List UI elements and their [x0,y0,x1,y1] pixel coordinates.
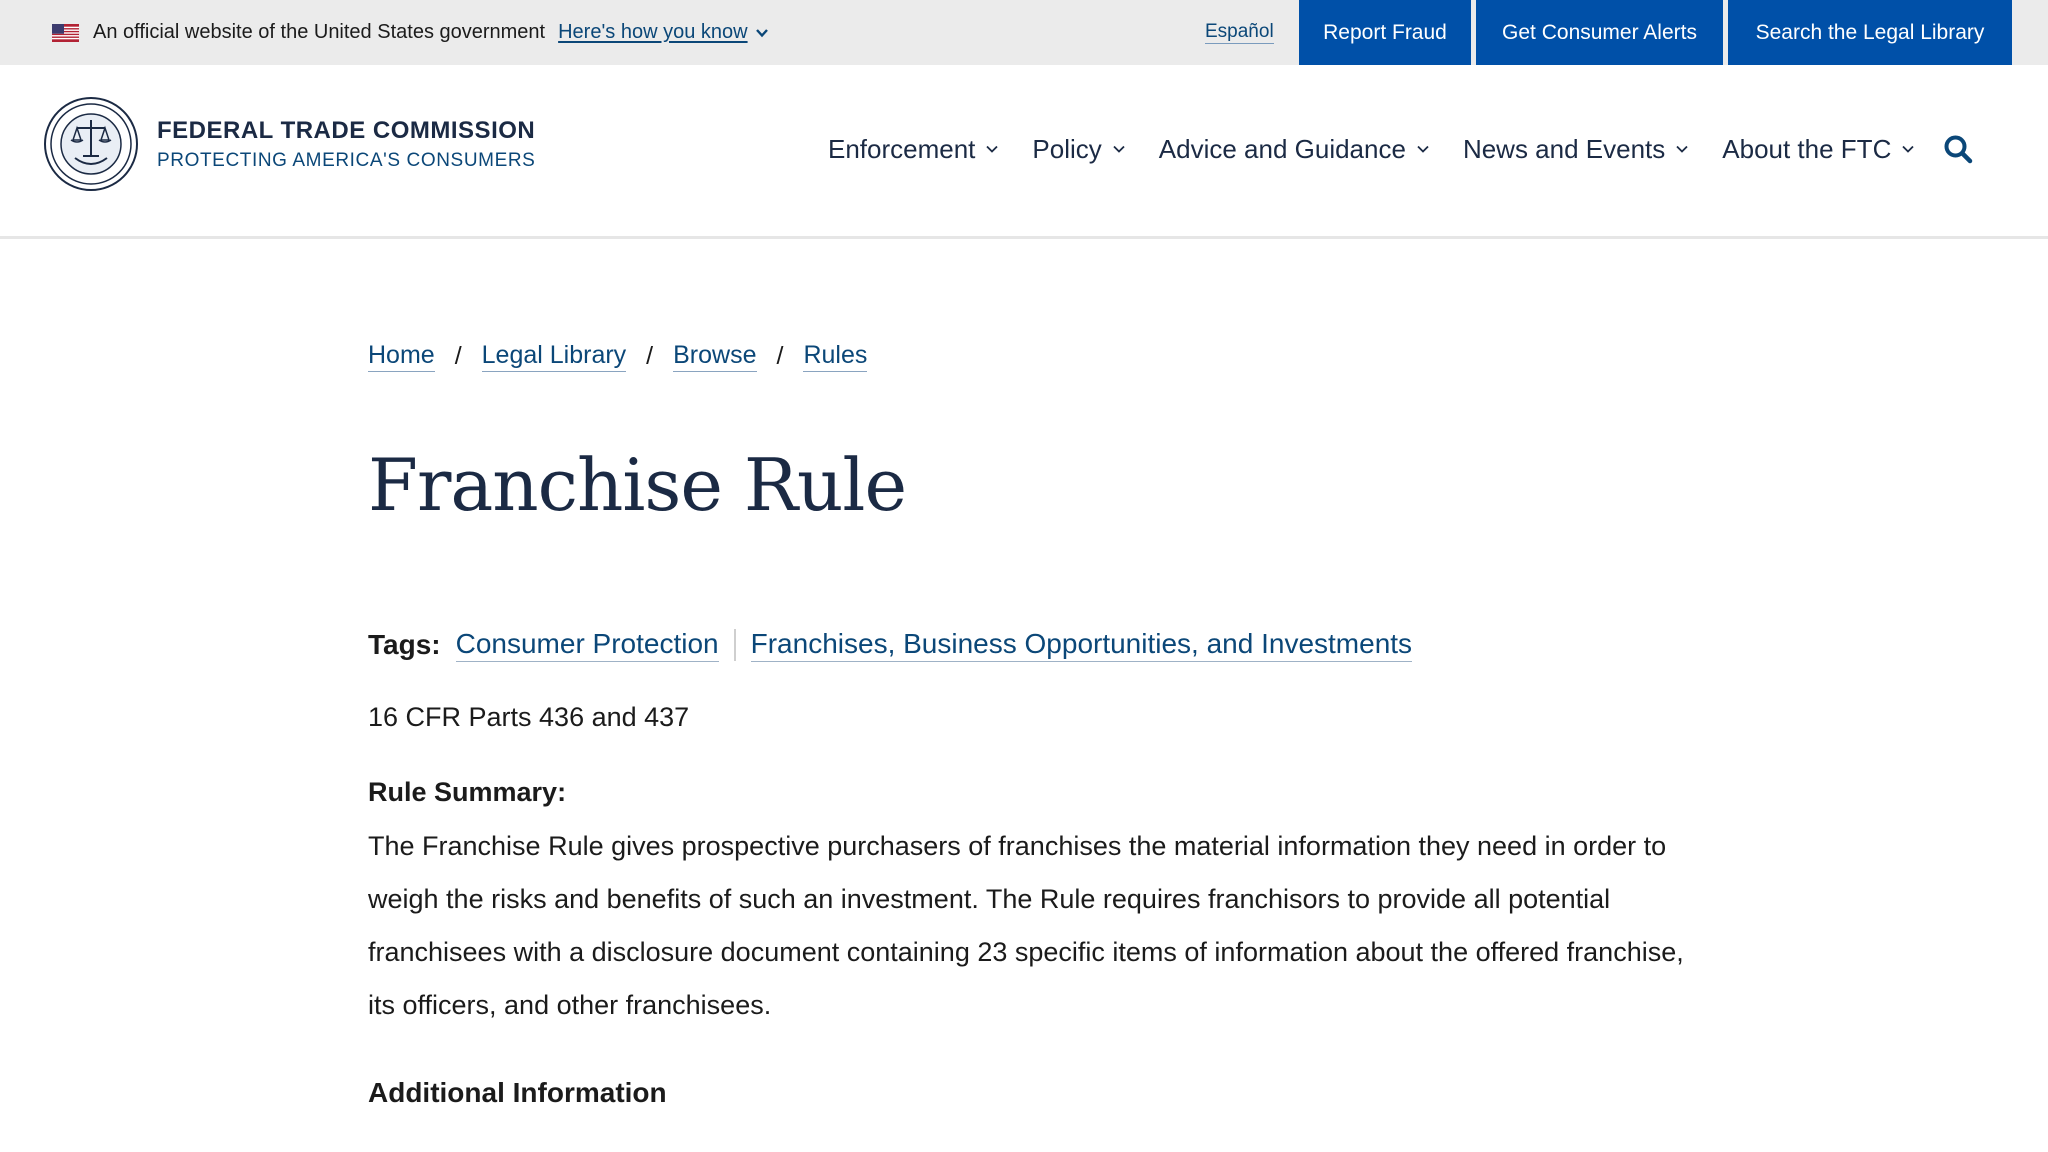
tags-label: Tags: [368,629,441,660]
nav-label[interactable]: Enforcement [828,133,976,164]
gov-banner-left [52,0,770,65]
breadcrumb-rules[interactable]: Rules [803,341,867,372]
heres-how-you-know-link[interactable]: Here's how you know [558,21,748,43]
breadcrumb-home[interactable]: Home [368,341,435,372]
tag-consumer-protection[interactable]: Consumer Protection [456,628,719,662]
additional-information-heading: Additional Information [368,1077,667,1108]
ftc-seal-icon[interactable] [43,96,139,192]
report-fraud-button[interactable]: Report Fraud [1299,0,1471,65]
org-name[interactable]: FEDERAL TRADE COMMISSION [157,117,536,144]
nav-label[interactable]: News and Events [1462,133,1666,164]
rule-summary-label: Rule Summary: [368,777,567,807]
org-tagline: PROTECTING AMERICA'S CONSUMERS [157,150,536,171]
tags-row [368,628,1412,662]
chevron-down-icon[interactable] [1675,142,1689,156]
nav-label[interactable]: About the FTC [1722,133,1892,164]
nav-advice-and-guidance[interactable] [1159,134,1430,165]
chevron-down-icon[interactable] [1416,142,1430,156]
breadcrumb-separator: / [776,342,784,370]
chevron-down-icon[interactable] [1112,142,1126,156]
cfr-citation: 16 CFR Parts 436 and 437 [368,702,690,732]
get-consumer-alerts-button[interactable]: Get Consumer Alerts [1476,0,1723,65]
site-header [0,65,2048,239]
chevron-down-icon[interactable] [1901,142,1915,156]
espanol-link[interactable] [1205,0,1274,65]
breadcrumb-browse[interactable]: Browse [673,341,756,372]
chevron-down-icon[interactable] [754,25,770,41]
nav-news-and-events[interactable] [1463,134,1689,165]
us-flag-icon [52,24,79,42]
nav-label[interactable]: Advice and Guidance [1158,133,1406,164]
nav-about-the-ftc[interactable] [1722,134,1915,165]
breadcrumb-legal-library[interactable]: Legal Library [482,341,627,372]
tag-divider [734,629,736,661]
nav-enforcement[interactable] [828,134,999,165]
nav-label[interactable]: Policy [1032,133,1102,164]
search-legal-library-button[interactable]: Search the Legal Library [1728,0,2012,65]
search-icon[interactable] [1943,134,1973,164]
breadcrumb-separator: / [454,342,462,370]
chevron-down-icon[interactable] [985,142,999,156]
gov-banner [0,0,2048,65]
tag-franchises[interactable]: Franchises, Business Opportunities, and Investments [751,628,1412,662]
rule-summary-text: The Franchise Rule gives prospective purchasers of franchises the material information they need in order to weigh the risks and benefits of such an investment. The Rule requires franchisors to provide all potential franchisees with a disclosure document containing 23 specific items of information about the offered franchise, its officers, and other franchisees. [368,831,1684,1020]
breadcrumb-separator: / [646,342,654,370]
page-title: Franchise Rule [368,443,907,527]
main-nav [828,65,1948,233]
nav-policy[interactable] [1032,134,1125,165]
breadcrumb [368,341,867,372]
espanol-label[interactable]: Español [1205,21,1274,42]
gov-banner-text: An official website of the United States government [93,21,546,43]
